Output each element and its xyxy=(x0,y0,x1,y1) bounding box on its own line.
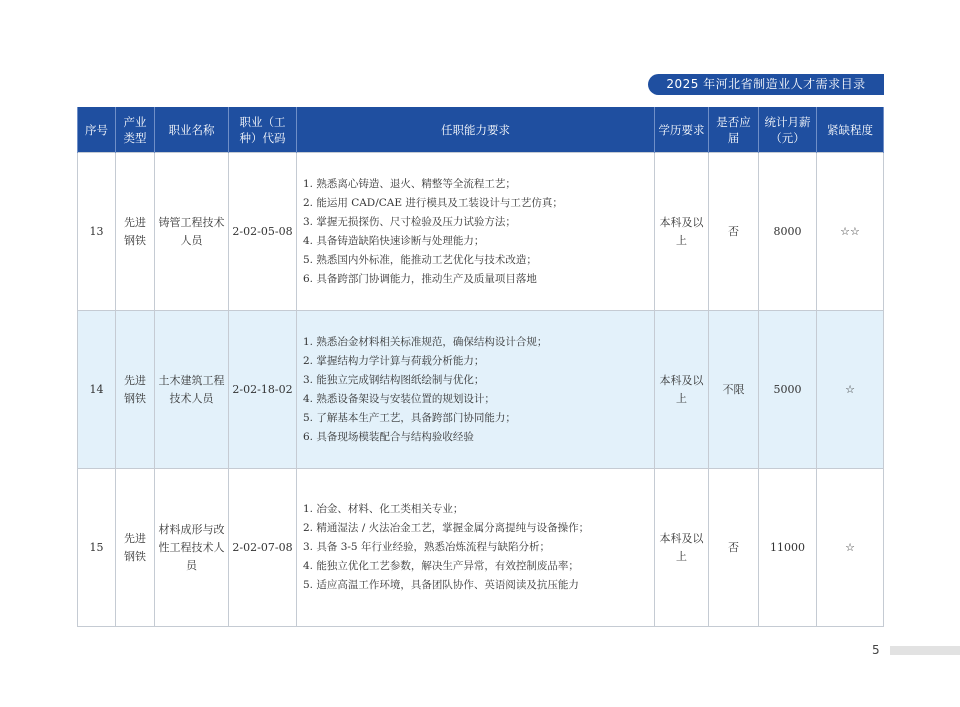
cell-code: 2-02-18-02 xyxy=(229,311,297,469)
talent-demand-table xyxy=(77,107,884,627)
requirement-line: 2. 精通湿法 / 火法冶金工艺，掌握金属分离提纯与设备操作； xyxy=(303,522,590,534)
cell-no: 13 xyxy=(78,153,116,311)
requirement-line: 1. 冶金、材料、化工类相关专业； xyxy=(303,503,464,515)
requirement-line: 4. 能独立优化工艺参数，解决生产异常，有效控制废品率； xyxy=(303,560,579,572)
cell-fresh-graduate: 不限 xyxy=(709,311,759,469)
cell-industry: 先进钢铁 xyxy=(116,469,155,627)
catalog-title-banner: 2025 年河北省制造业人才需求目录 xyxy=(648,74,884,95)
header-education: 学历要求 xyxy=(655,107,709,153)
cell-requirements xyxy=(297,311,655,469)
cell-industry: 先进钢铁 xyxy=(116,311,155,469)
requirement-line: 5. 了解基本生产工艺，具备跨部门协同能力； xyxy=(303,411,516,424)
cell-salary: 8000 xyxy=(759,153,817,311)
cell-occupation: 铸管工程技术人员 xyxy=(155,153,229,311)
cell-code: 2-02-05-08 xyxy=(229,153,297,311)
cell-no: 15 xyxy=(78,469,116,627)
cell-shortage-stars: ☆ xyxy=(817,469,884,627)
requirement-line: 2. 掌握结构力学计算与荷载分析能力； xyxy=(303,354,485,367)
header-no: 序号 xyxy=(78,107,116,153)
cell-fresh-graduate: 否 xyxy=(709,153,759,311)
cell-no: 14 xyxy=(78,311,116,469)
requirement-line: 2. 能运用 CAD/CAE 进行模具及工装设计与工艺仿真； xyxy=(303,196,563,209)
requirement-line: 3. 能独立完成钢结构图纸绘制与优化； xyxy=(303,373,485,386)
cell-salary: 5000 xyxy=(759,311,817,469)
header-code: 职业（工种）代码 xyxy=(229,107,297,153)
cell-education: 本科及以上 xyxy=(655,153,709,311)
cell-requirements xyxy=(297,153,655,311)
cell-requirements xyxy=(297,469,655,627)
cell-industry: 先进钢铁 xyxy=(116,153,155,311)
header-salary: 统计月薪（元） xyxy=(759,107,817,153)
header-occupation: 职业名称 xyxy=(155,107,229,153)
cell-salary: 11000 xyxy=(759,469,817,627)
table-header-row xyxy=(78,107,884,153)
header-shortage: 紧缺程度 xyxy=(817,107,884,153)
header-requirements: 任职能力要求 xyxy=(297,107,655,153)
cell-occupation: 土木建筑工程技术人员 xyxy=(155,311,229,469)
requirement-line: 1. 熟悉冶金材料相关标准规范，确保结构设计合规； xyxy=(303,335,548,348)
table-row xyxy=(78,311,884,469)
requirement-line: 4. 熟悉设备架设与安装位置的规划设计； xyxy=(303,392,495,405)
page-footer-bar xyxy=(890,646,960,655)
requirement-line: 6. 具备跨部门协调能力，推动生产及质量项目落地 xyxy=(303,272,537,285)
table-row xyxy=(78,469,884,627)
page-number: 5 xyxy=(872,643,880,657)
requirement-line: 1. 熟悉离心铸造、退火、精整等全流程工艺； xyxy=(303,177,516,190)
cell-education: 本科及以上 xyxy=(655,469,709,627)
cell-shortage-stars: ☆ xyxy=(817,311,884,469)
cell-occupation: 材料成形与改性工程技术人员 xyxy=(155,469,229,627)
requirement-line: 6. 具备现场模装配合与结构验收经验 xyxy=(303,430,474,443)
requirement-line: 4. 具备铸造缺陷快速诊断与处理能力； xyxy=(303,234,485,247)
header-industry: 产业类型 xyxy=(116,107,155,153)
requirement-line: 3. 掌握无损探伤、尺寸检验及压力试验方法； xyxy=(303,215,516,228)
cell-education: 本科及以上 xyxy=(655,311,709,469)
cell-fresh-graduate: 否 xyxy=(709,469,759,627)
cell-code: 2-02-07-08 xyxy=(229,469,297,627)
table-row xyxy=(78,153,884,311)
cell-shortage-stars: ☆☆ xyxy=(817,153,884,311)
requirement-line: 5. 适应高温工作环境，具备团队协作、英语阅读及抗压能力 xyxy=(303,579,579,591)
requirement-line: 5. 熟悉国内外标准，能推动工艺优化与技术改造； xyxy=(303,253,537,266)
header-fresh-graduate: 是否应届 xyxy=(709,107,759,153)
requirement-line: 3. 具备 3-5 年行业经验，熟悉冶炼流程与缺陷分析； xyxy=(303,541,550,553)
